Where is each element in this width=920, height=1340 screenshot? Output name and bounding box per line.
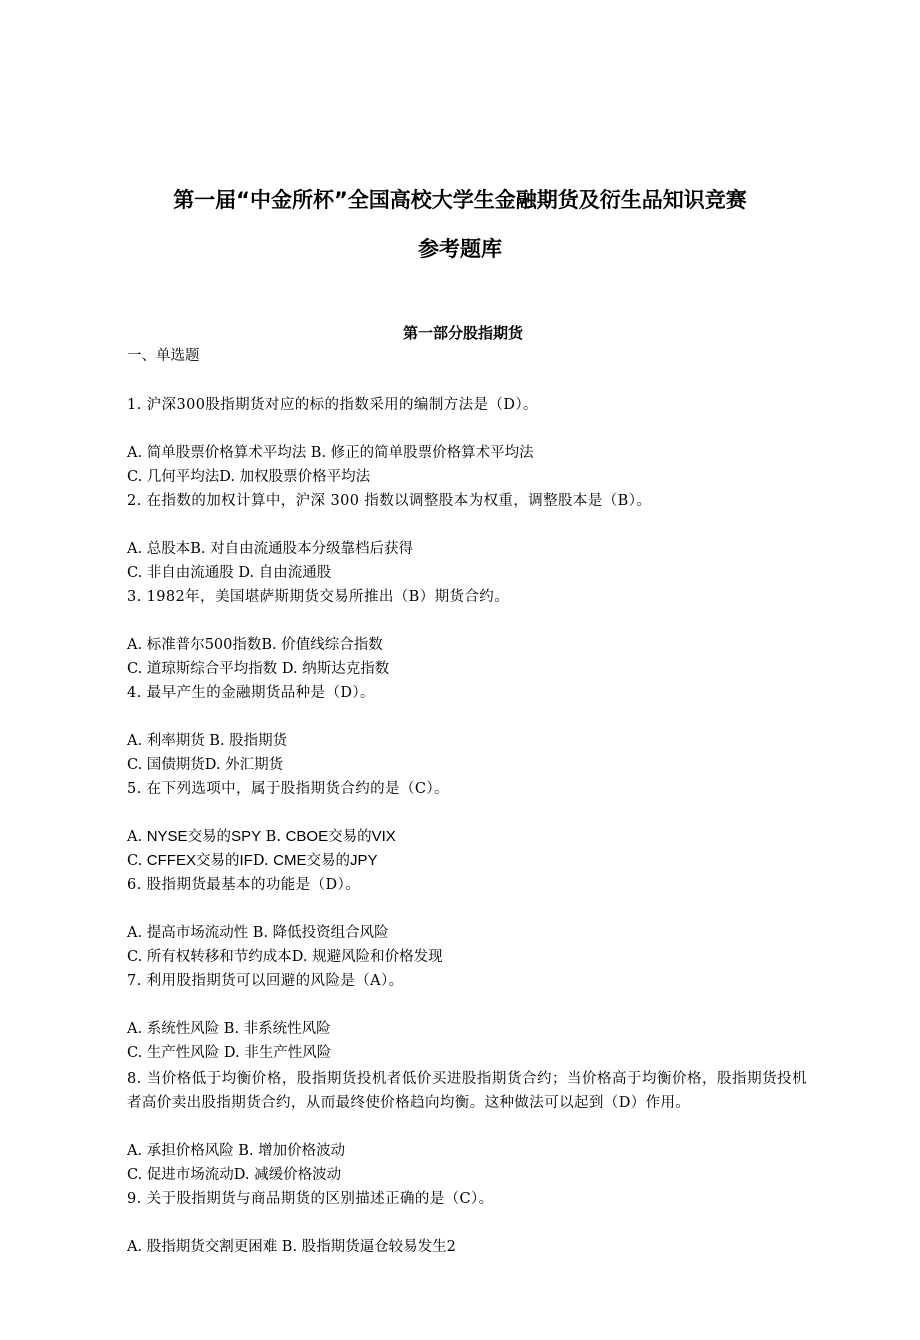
question-6-options-ab: A. 提高市场流动性 B. 降低投资组合风险: [127, 925, 389, 941]
question-3-options-cd: C. 道琼斯综合平均指数 D. 纳斯达克指数: [127, 661, 390, 677]
question-6-options-cd: C. 所有权转移和节约成本D. 规避风险和价格发现: [127, 949, 443, 965]
question-9-options-ab: A. 股指期货交割更困难 B. 股指期货逼仓较易发生2: [127, 1239, 456, 1255]
question-6: 6. 股指期货最基本的功能是（D）。: [127, 877, 361, 893]
question-5-options-cd: [127, 850, 378, 872]
ticker-if: IF: [239, 852, 253, 869]
option-text: 交易的: [187, 829, 232, 845]
section-heading: 第一部分股指期货: [402, 324, 523, 342]
question-2-options-cd: C. 非自由流通股 D. 自由流通股: [127, 565, 332, 581]
exchange-nyse: NYSE: [146, 828, 188, 845]
ticker-jpy: JPY: [349, 852, 378, 869]
question-2-options-ab: A. 总股本B. 对自由流通股本分级靠档后获得: [127, 541, 414, 557]
question-1: 1. 沪深300股指期货对应的标的指数采用的编制方法是（D）。: [127, 397, 538, 413]
option-prefix: D.: [252, 853, 274, 869]
option-text: 交易的: [195, 853, 240, 869]
question-4-options-cd: C. 国债期货D. 外汇期货: [127, 757, 284, 773]
option-prefix: B.: [261, 829, 286, 845]
exchange-cboe: CBOE: [285, 828, 329, 845]
ticker-vix: VIX: [371, 828, 396, 845]
ticker-spy: SPY: [231, 828, 262, 845]
option-prefix: A.: [127, 829, 147, 845]
exchange-cme: CME: [273, 852, 307, 869]
question-8-options-ab: A. 承担价格风险 B. 增加价格波动: [127, 1143, 346, 1159]
document-subtitle: 参考题库: [418, 237, 502, 261]
option-text: 交易的: [306, 853, 350, 869]
question-7-options-ab: A. 系统性风险 B. 非系统性风险: [127, 1021, 331, 1037]
option-prefix: C.: [127, 853, 147, 869]
question-1-options-ab: A. 简单股票价格算术平均法 B. 修正的简单股票价格算术平均法: [127, 445, 534, 461]
option-text: 交易的: [328, 829, 372, 845]
subsection-heading: 一、单选题: [127, 348, 200, 364]
question-2: 2. 在指数的加权计算中，沪深 300 指数以调整股本为权重，调整股本是（B）。: [127, 493, 652, 509]
exchange-cffex: CFFEX: [146, 852, 196, 869]
question-5-options-ab: [127, 826, 396, 848]
question-7: 7. 利用股指期货可以回避的风险是（A）。: [127, 973, 404, 989]
question-8: 8. 当价格低于均衡价格，股指期货投机者低价买进股指期货合约；当价格高于均衡价格，股指期货投机者高价卖出股指期货合约，从而最终使价格趋向均衡。这种做法可以起到（D）作用。: [127, 1071, 807, 1111]
question-7-options-cd: C. 生产性风险 D. 非生产性风险: [127, 1045, 332, 1061]
question-4-options-ab: A. 利率期货 B. 股指期货: [127, 733, 288, 749]
question-8-options-cd: C. 促进市场流动D. 减缓价格波动: [127, 1167, 342, 1183]
question-1-options-cd: C. 几何平均法D. 加权股票价格平均法: [127, 469, 371, 485]
question-4: 4. 最早产生的金融期货品种是（D）。: [127, 685, 375, 701]
question-5: 5. 在下列选项中，属于股指期货合约的是（C）。: [127, 781, 449, 797]
question-3: 3. 1982年，美国堪萨斯期货交易所推出（B）期货合约。: [127, 589, 510, 605]
question-3-options-ab: A. 标准普尔500指数B. 价值线综合指数: [127, 637, 383, 653]
question-9: 9. 关于股指期货与商品期货的区别描述正确的是（C）。: [127, 1191, 494, 1207]
document-title: 第一届“中金所杯”全国高校大学生金融期货及衍生品知识竞赛: [173, 188, 747, 212]
